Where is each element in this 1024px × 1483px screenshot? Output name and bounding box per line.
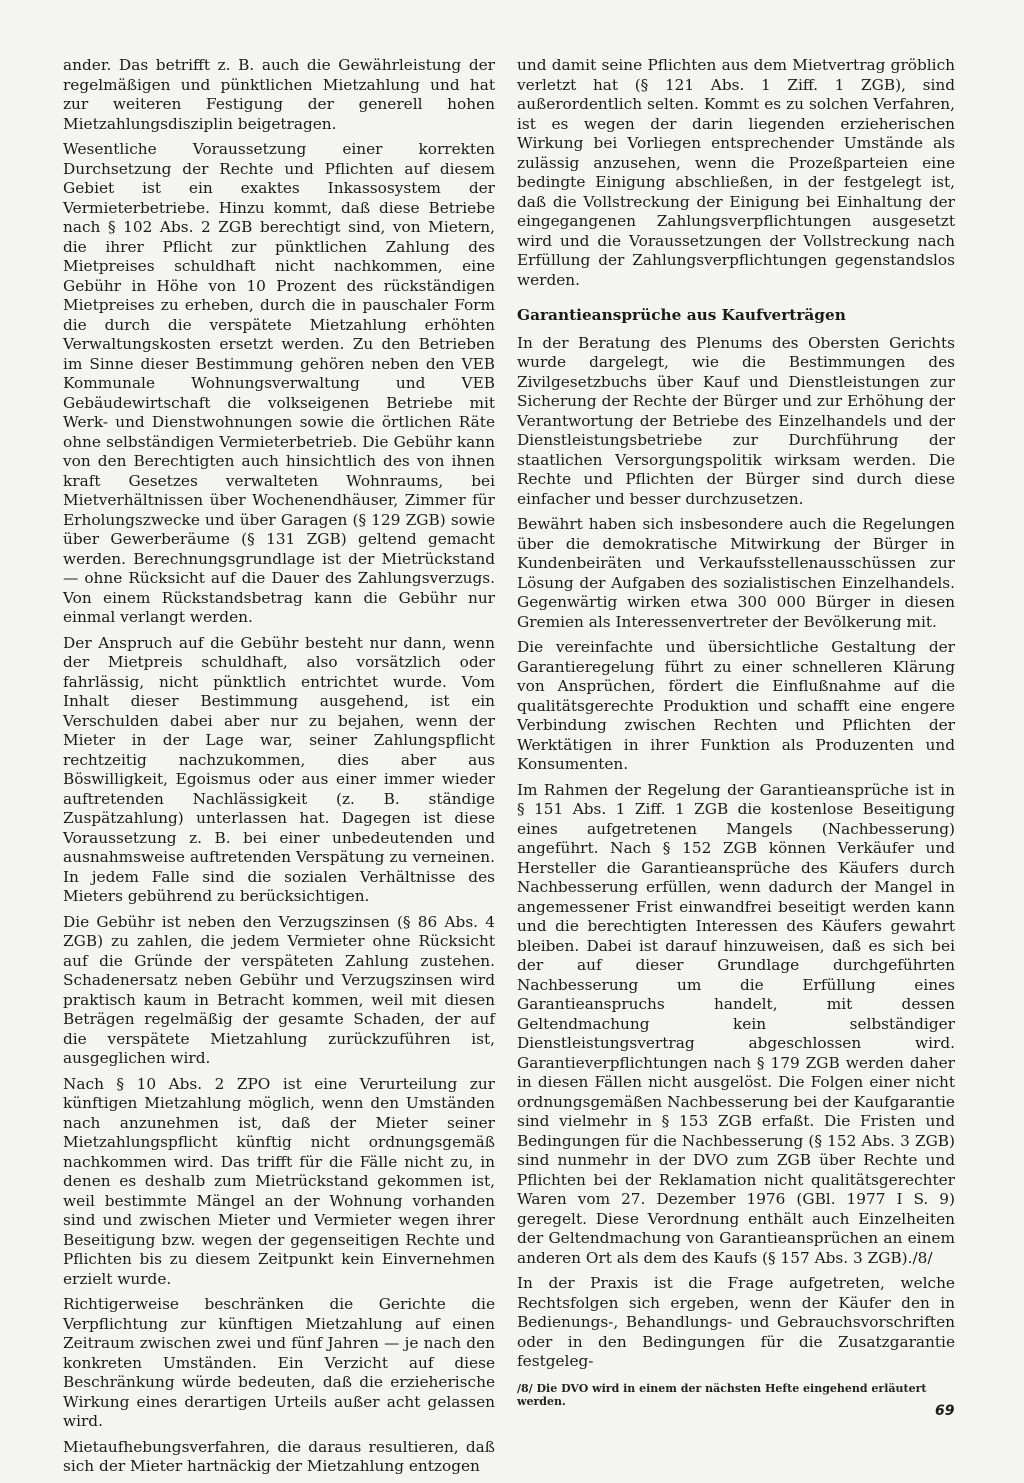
page-number: 69 bbox=[935, 1403, 955, 1419]
paragraph: Nach § 10 Abs. 2 ZPO ist eine Verurteilung zur künftigen Mietzahlung möglich, wenn den Umständen nach anzunehmen ist, daß der Mieter seiner Mietzahlungspflicht künftig nicht ordnungsgemäß nachkommen wird. Das trifft für die Fälle nicht zu, in denen es deshalb zum Mietrückstand gekommen ist, weil bestimmte Mängel an der Wohnung vorhanden sind und zwischen Mieter und Vermieter wegen ihrer Beseitigung bzw. wegen der gegenseitigen Rechte und Pflichten bis zu diesem Zeitpunkt kein Einvernehmen erzielt wurde. bbox=[63, 1074, 495, 1288]
paragraph: Im Rahmen der Regelung der Garantieansprüche ist in § 151 Abs. 1 Ziff. 1 ZGB die kostenlose Beseitigung eines aufgetretenen Mangels (Nachbesserung) angeführt. Nach § 152 ZGB können Verkäufer und Hersteller die Garantieansprüche des Käufers durch Nachbesserung erfüllen, wenn dadurch der Mangel in angemessener Frist einwandfrei beseitigt werden kann und die berechtigten Interessen des Käufers gewahrt bleiben. Dabei ist darauf hinzuweisen, daß es sich bei der auf dieser Grundlage durchgeführten Nachbesserung um die Erfüllung eines Garantieanspruchs handelt, mit dessen Geltendmachung kein selbständiger Dienstleistungsvertrag abgeschlossen wird. Garantieverpflichtungen nach § 179 ZGB werden daher in diesen Fällen nicht ausgelöst. Die Folgen einer nicht ordnungsgemäßen Nachbesserung bei der Kaufgarantie sind vielmehr in § 153 ZGB erfaßt. Die Fristen und Bedingungen für die Nachbesserung (§ 152 Abs. 3 ZGB) sind nunmehr in der DVO zum ZGB über Rechte und Pflichten bei der Reklamation nicht qualitätsgerechter Waren vom 27. Dezember 1976 (GBl. 1977 I S. 9) geregelt. Diese Verordnung enthält auch Einzelheiten der Geltendmachung von Garantieansprüchen an einem anderen Ort als dem des Kaufs (§ 157 Abs. 3 ZGB)./8/ bbox=[517, 780, 955, 1267]
paragraph: In der Beratung des Plenums des Obersten Gerichts wurde dargelegt, wie die Bestimmungen des Zivilgesetzbuchs über Kauf und Dienstleistungen zur Sicherung der Rechte der Bürger und zur Erhöhung der Verantwortung der Betriebe des Einzelhandels und der Dienstleistungsbetriebe zur Durchführung der staatlichen Versorgungspolitik wirksam werden. Die Rechte und Pflichten der Bürger sind durch diese einfacher und besser durchzusetzen. bbox=[517, 333, 955, 508]
paragraph: Wesentliche Voraussetzung einer korrekten Durchsetzung der Rechte und Pflichten auf diesem Gebiet ist ein exaktes Inkassosystem der Vermieterbetriebe. Hinzu kommt, daß diese Betriebe nach § 102 Abs. 2 ZGB berechtigt sind, von Mietern, die ihrer Pflicht zur pünktlichen Zahlung des Mietpreises schuldhaft nicht nachkommen, eine Gebühr in Höhe von 10 Prozent des rückständigen Mietpreises zu erheben, durch die in pauschaler Form die durch die verspätete Mietzahlung erhöhten Verwaltungskosten ersetzt werden. Zu den Betrieben im Sinne dieser Bestimmung gehören neben den VEB Kommunale Wohnungsverwaltung und VEB Gebäudewirtschaft die volkseigenen Betriebe mit Werk- und Dienstwohnungen sowie die örtlichen Räte ohne selbständigen Vermieterbetrieb. Die Gebühr kann von den Berechtigten auch hinsichtlich des von ihnen kraft Gesetzes verwalteten Wohnraums, bei Mietverhältnissen über Wochenendhäuser, Zimmer für Erholungszwecke und über Garagen (§ 129 ZGB) sowie über Gewerberäume (§ 131 ZGB) geltend gemacht werden. Berechnungsgrundlage ist der Mietrückstand — ohne Rücksicht auf die Dauer des Zahlungsverzugs. Von einem Rückstandsbetrag kann die Gebühr nur einmal verlangt werden. bbox=[63, 140, 495, 626]
paragraph: Bewährt haben sich insbesondere auch die Regelungen über die demokratische Mitwirkung der Bürger in Kundenbeiräten und Verkaufsstellenausschüssen zur Lösung der Aufgaben des sozialistischen Einzelhandels. Gegenwärtig wirken etwa 300 000 Bürger in diesen Gremien als Interessenvertreter der Bevölkerung mit. bbox=[517, 515, 955, 631]
footnote: /8/ Die DVO wird in einem der nächsten Hefte eingehend erläutert werden. bbox=[517, 1381, 927, 1408]
paragraph: Der Anspruch auf die Gebühr besteht nur dann, wenn der Mietpreis schuldhaft, also vorsätzlich oder fahrlässig, nicht pünktlich entrichtet wurde. Vom Inhalt dieser Bestimmung ausgehend, ist ein Verschulden dabei aber nur zu bejahen, wenn der Mieter in der Lage war, seiner Zahlungspflicht rechtzeitig nachzukommen, dies aber aus Böswilligkeit, Egoismus oder aus einer immer wieder auftretenden Nachlässigkeit (z. B. ständige Zuspätzahlung) unterlassen hat. Dagegen ist diese Voraussetzung z. B. bei einer unbedeutenden und ausnahmsweise auftretenden Verspätung zu verneinen. In jedem Falle sind die sozialen Verhältnisse des Mieters gebührend zu berücksichtigen. bbox=[63, 633, 495, 905]
left-column bbox=[63, 56, 495, 1483]
paragraph: ander. Das betrifft z. B. auch die Gewährleistung der regelmäßigen und pünktlichen Mietzahlung und hat zur weiteren Festigung der generell hohen Mietzahlungsdisziplin beigetragen. bbox=[63, 56, 495, 133]
paragraph: Mietaufhebungsverfahren, die daraus resultieren, daß sich der Mieter hartnäckig der Mietzahlung entzogen bbox=[63, 1437, 495, 1475]
paragraph: Die vereinfachte und übersichtliche Gestaltung der Garantieregelung führt zu einer schnelleren Klärung von Ansprüchen, fördert die Einflußnahme auf die qualitätsgerechte Produktion und schafft eine engere Verbindung zwischen Rechten und Pflichten der Werktätigen in ihrer Funktion als Produzenten und Konsumenten. bbox=[517, 638, 955, 773]
paragraph: In der Praxis ist die Frage aufgetreten, welche Rechtsfolgen sich ergeben, wenn der Käufer den in Bedienungs-, Behandlungs- und Gebrauchsvorschriften oder in den Bedingungen für die Zusatzgarantie festgeleg- bbox=[517, 1274, 955, 1370]
paragraph: und damit seine Pflichten aus dem Mietvertrag gröblich verletzt hat (§ 121 Abs. 1 Ziff. 1 ZGB), sind außerordentlich selten. Kommt es zu solchen Verfahren, ist es wegen der darin liegenden erzieherischen Wirkung bei Vorliegen entsprechender Umstände als zulässig anzusehen, wenn die Prozeßparteien eine bedingte Einigung abschließen, in der festgelegt ist, daß die Vollstreckung der Einigung bei Einhaltung der eingegangenen Zahlungsverpflichtungen ausgesetzt wird und die Voraussetzungen der Vollstreckung nach Erfüllung der Zahlungsverpflichtungen gegenstandslos werden. bbox=[517, 56, 955, 289]
paragraph: Richtigerweise beschränken die Gerichte die Verpflichtung zur künftigen Mietzahlung auf einen Zeitraum zwischen zwei und fünf Jahren — je nach den konkreten Umständen. Ein Verzicht auf diese Beschränkung würde bedeuten, daß die erzieherische Wirkung eines derartigen Urteils außer acht gelassen wird. bbox=[63, 1295, 495, 1430]
section-heading: Garantieansprüche aus Kaufverträgen bbox=[517, 306, 846, 324]
right-column bbox=[517, 56, 955, 1409]
paragraph: Die Gebühr ist neben den Verzugszinsen (§ 86 Abs. 4 ZGB) zu zahlen, die jedem Vermieter ohne Rücksicht auf die Gründe der verspäteten Zahlung zustehen. Schadenersatz neben Gebühr und Verzugszinsen wird praktisch kaum in Betracht kommen, weil mit diesen Beträgen regelmäßig der gesamte Schaden, der auf die verspätete Mietzahlung zurückzuführen ist, ausgeglichen wird. bbox=[63, 912, 495, 1067]
